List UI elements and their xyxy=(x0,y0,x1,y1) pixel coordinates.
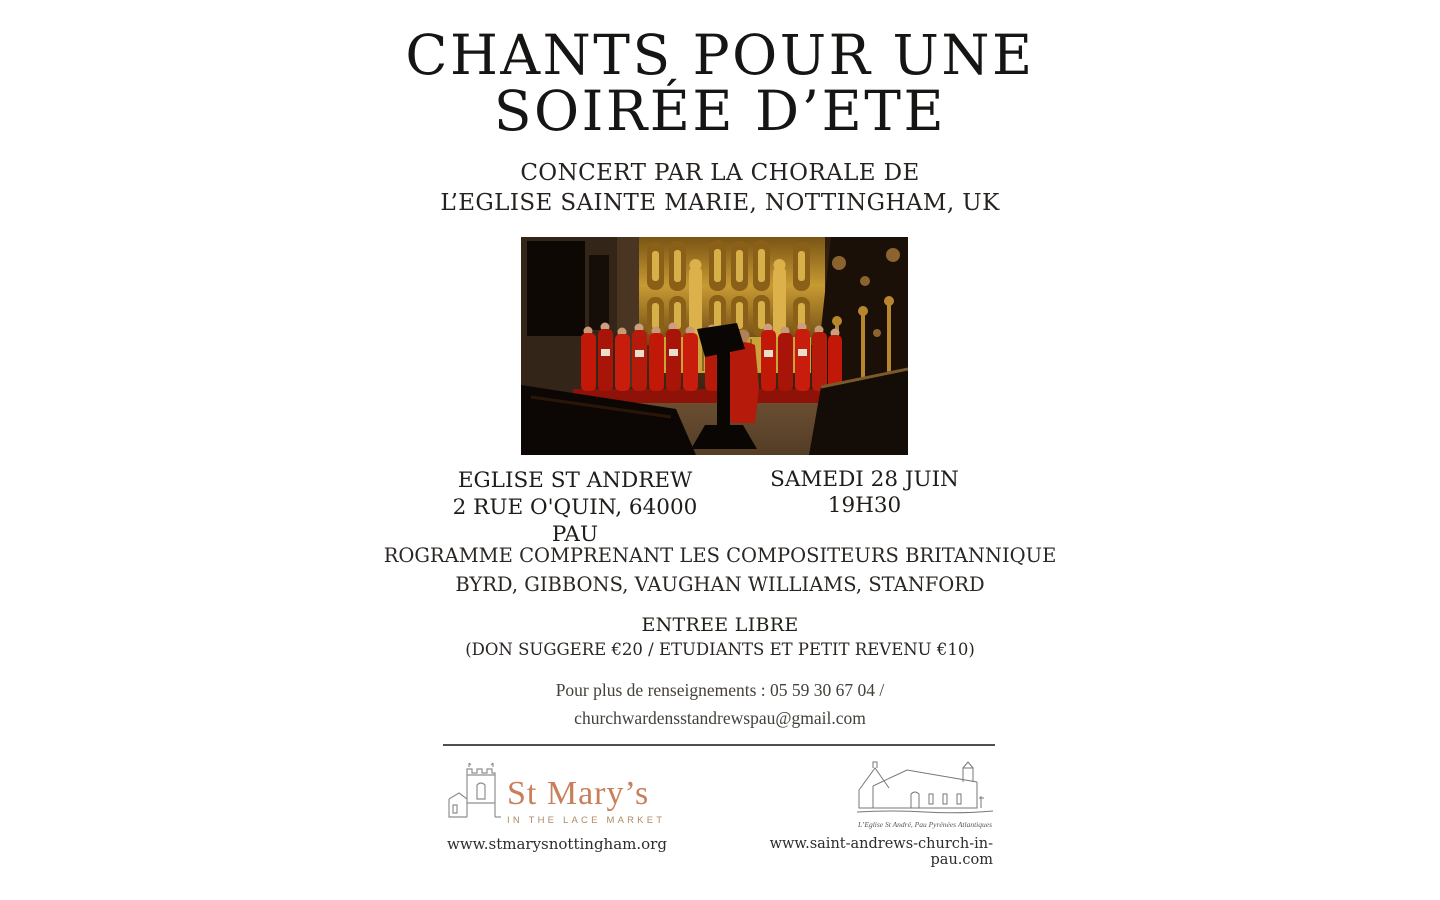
stmarys-logo-text xyxy=(507,777,665,826)
contact-block xyxy=(0,677,1440,732)
poster-title-line1: CHANTS POUR UNE xyxy=(405,23,1035,87)
programme-block xyxy=(0,542,1440,599)
poster-subtitle xyxy=(0,158,1440,218)
admission-title: ENTREE LIBRE xyxy=(641,614,799,636)
venue-block xyxy=(430,467,720,548)
contact-email: churchwardensstandrewspau@gmail.com xyxy=(574,707,866,728)
stmarys-name: St Mary’s xyxy=(507,775,650,812)
admission-detail: (DON SUGGERE €20 / ETUDIANTS ET PETIT REVENU €10) xyxy=(465,640,975,659)
stmarys-website-url: www.stmarysnottingham.org xyxy=(447,835,667,853)
event-date: SAMEDI 28 JUIN xyxy=(770,467,959,492)
stmarys-tagline: IN THE LACE MARKET xyxy=(507,815,666,826)
event-time: 19H30 xyxy=(827,493,902,518)
poster-title xyxy=(0,23,1440,143)
poster-subtitle-line1: CONCERT PAR LA CHORALE DE xyxy=(520,160,920,186)
standrews-logo xyxy=(850,760,1000,829)
venue-name: EGLISE ST ANDREW xyxy=(457,468,693,493)
standrews-caption: L’Eglise St André, Pau Pyrénées Atlantiques xyxy=(857,820,992,829)
contact-phone-line: Pour plus de renseignements : 05 59 30 67 04 / xyxy=(555,680,885,700)
programme-composers: BYRD, GIBBONS, VAUGHAN WILLIAMS, STANFORD xyxy=(455,572,985,596)
datetime-block xyxy=(762,467,967,519)
choir-in-red-robes-church-photo xyxy=(521,237,908,455)
poster-title-line2: SOIRÉE D’ETE xyxy=(493,79,947,143)
stmarys-logo xyxy=(447,759,665,829)
standrews-website-url: www.saint-andrews-church-in-pau.com xyxy=(769,836,993,868)
footer-divider xyxy=(443,744,995,746)
venue-address: 2 RUE O'QUIN, 64000 PAU xyxy=(452,495,698,547)
church-building-sketch-icon xyxy=(855,760,995,816)
church-tower-sketch-icon xyxy=(447,759,503,829)
poster-subtitle-line2: L’EGLISE SAINTE MARIE, NOTTINGHAM, UK xyxy=(440,190,1000,216)
programme-line1: ROGRAMME COMPRENANT LES COMPOSITEURS BRITANNIQUE xyxy=(383,544,1057,567)
